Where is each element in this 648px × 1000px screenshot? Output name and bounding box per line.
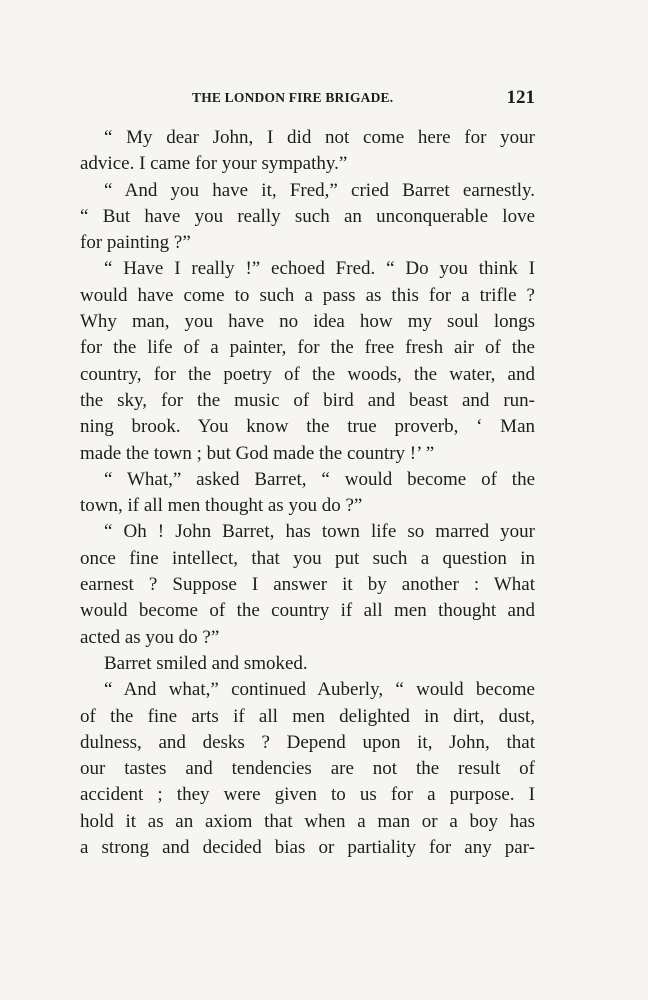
- text-line: dulness, and desks ? Depend upon it, John, that: [80, 731, 535, 753]
- text-line: our tastes and tendencies are not the result of: [80, 758, 535, 780]
- text-line: would have come to such a pass as this for a trifle ?: [80, 284, 535, 306]
- running-head: [80, 88, 535, 110]
- text-line: made the town ; but God made the country !’ ”: [80, 442, 435, 464]
- text-line: a strong and decided bias or partiality for any par-: [80, 837, 535, 859]
- running-title: THE LONDON FIRE BRIGADE.: [192, 90, 394, 105]
- text-line: “ My dear John, I did not come here for your: [104, 127, 535, 148]
- text-line: country, for the poetry of the woods, the water, and: [80, 363, 535, 385]
- body-text: [80, 125, 535, 861]
- text-line: advice. I came for your sympathy.”: [80, 153, 348, 175]
- text-line: for painting ?”: [80, 232, 191, 254]
- text-line: “ But have you really such an unconquerable love: [80, 205, 535, 227]
- text-line: Why man, you have no idea how my soul longs: [80, 311, 535, 333]
- text-line: would become of the country if all men thought and: [80, 600, 535, 622]
- text-line: hold it as an axiom that when a man or a boy has: [80, 810, 535, 832]
- text-line: “ What,” asked Barret, “ would become of the: [104, 468, 535, 490]
- text-line: “ And what,” continued Auberly, “ would become: [104, 679, 535, 701]
- text-line: acted as you do ?”: [80, 626, 220, 648]
- text-line: earnest ? Suppose I answer it by another : What: [80, 574, 535, 596]
- text-line: once fine intellect, that you put such a question in: [80, 547, 535, 569]
- page-number: 121: [506, 87, 535, 108]
- text-line: “ Oh ! John Barret, has town life so marred your: [104, 521, 535, 543]
- text-line: town, if all men thought as you do ?”: [80, 495, 363, 517]
- text-line: “ Have I really !” echoed Fred. “ Do you think I: [104, 258, 535, 280]
- text-line: the sky, for the music of bird and beast and run-: [80, 389, 535, 411]
- text-line: for the life of a painter, for the free fresh air of the: [80, 337, 535, 359]
- text-line: ning brook. You know the true proverb, ‘ Man: [80, 416, 535, 438]
- text-line: “ And you have it, Fred,” cried Barret earnestly.: [104, 179, 535, 201]
- text-line: accident ; they were given to us for a purpose. I: [80, 784, 535, 806]
- text-line: of the fine arts if all men delighted in dirt, dust,: [80, 705, 535, 727]
- text-line: Barret smiled and smoked.: [104, 652, 308, 674]
